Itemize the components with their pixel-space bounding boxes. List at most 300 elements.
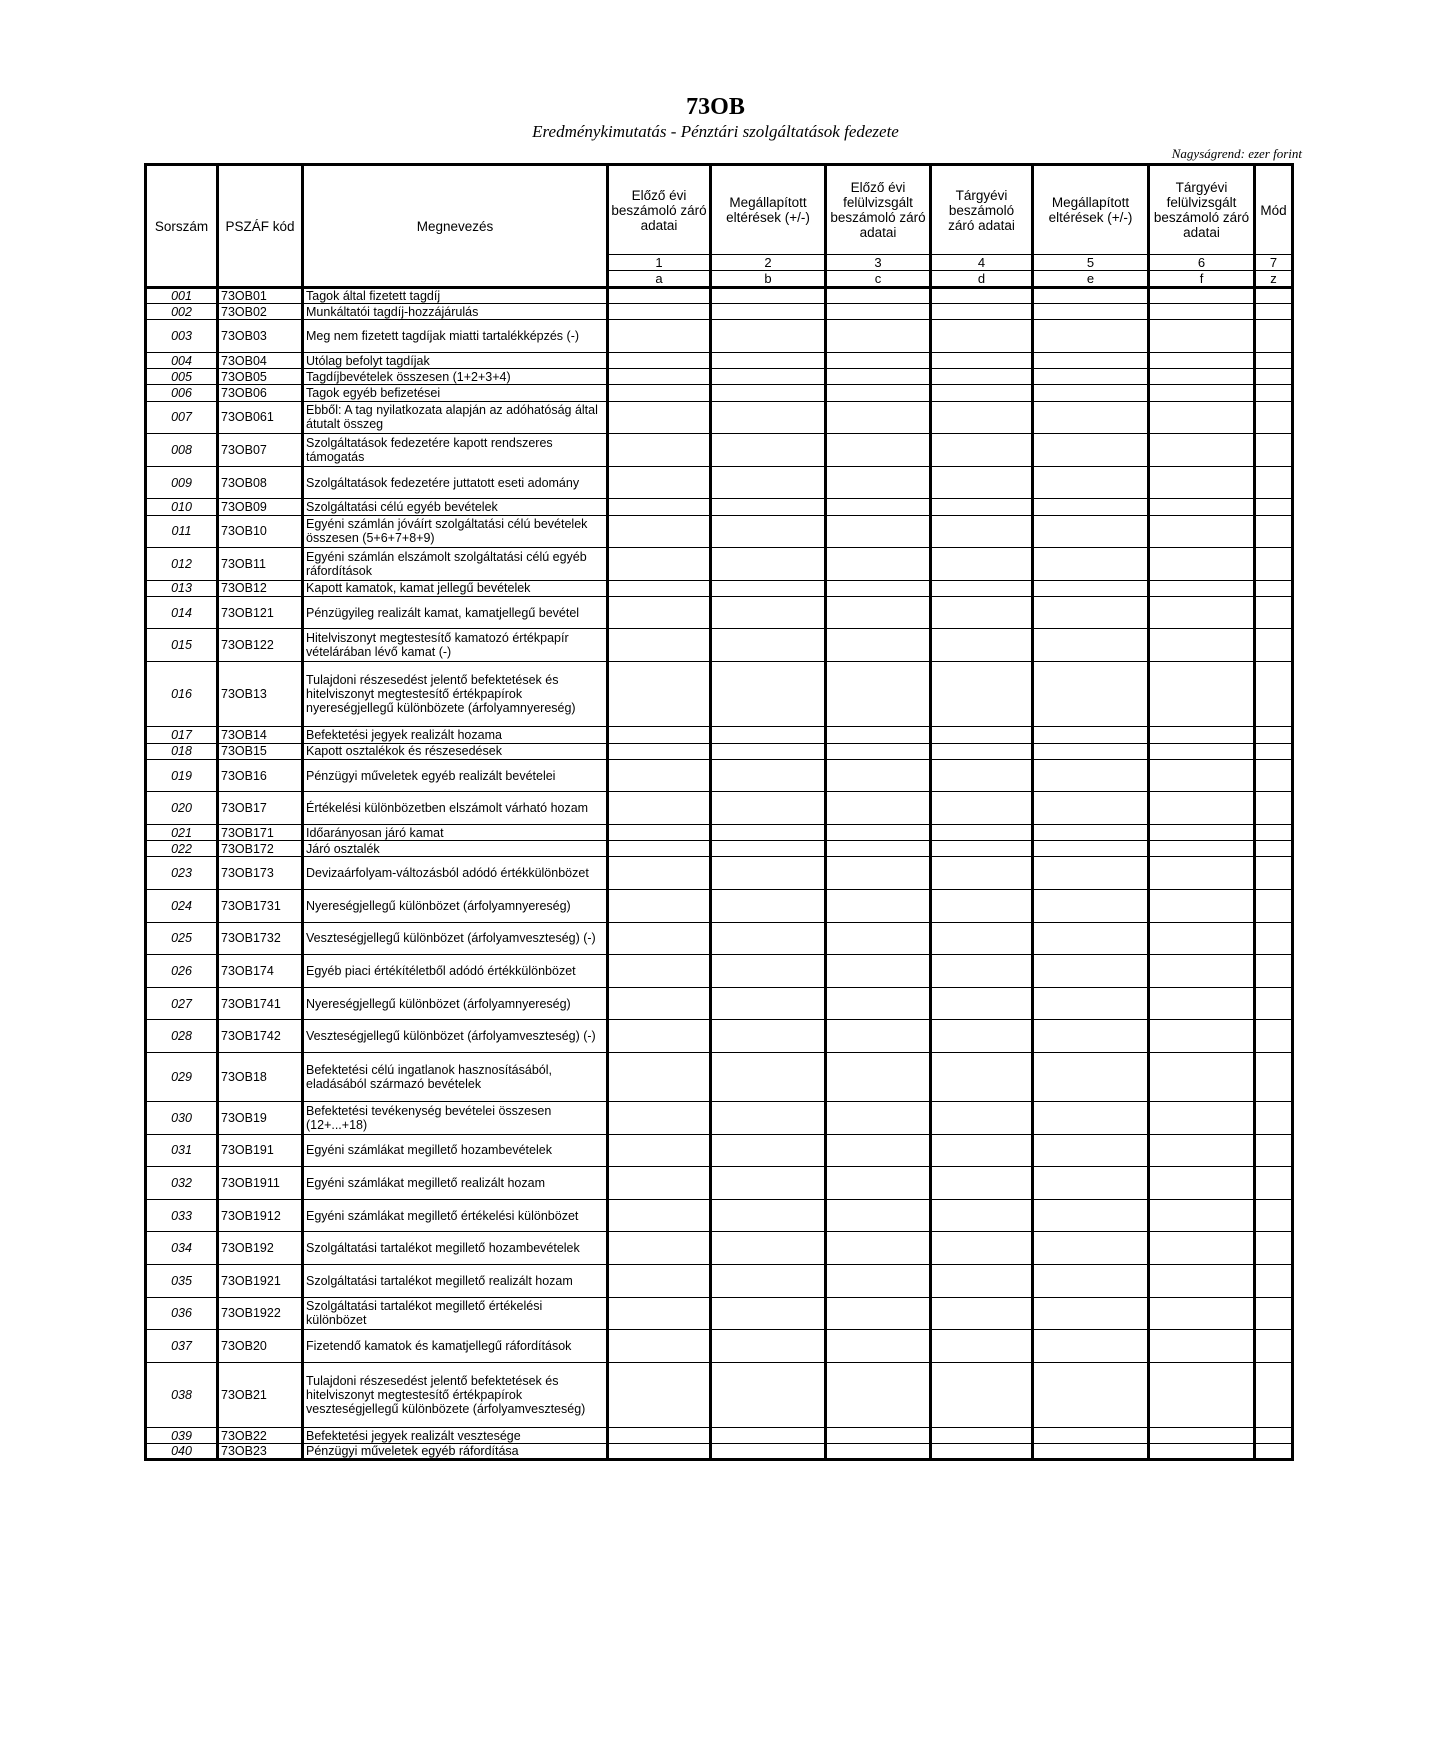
value-cell-col-5[interactable] <box>1033 434 1149 467</box>
value-cell-col-7[interactable] <box>1255 401 1293 434</box>
value-cell-col-4[interactable] <box>931 1444 1033 1460</box>
value-cell-col-5[interactable] <box>1033 515 1149 548</box>
value-cell-col-7[interactable] <box>1255 320 1293 353</box>
value-cell-col-6[interactable] <box>1149 889 1255 922</box>
value-cell-col-2[interactable] <box>711 1297 826 1330</box>
value-cell-col-3[interactable] <box>826 1232 931 1265</box>
value-cell-col-6[interactable] <box>1149 385 1255 401</box>
value-cell-col-5[interactable] <box>1033 792 1149 825</box>
value-cell-col-5[interactable] <box>1033 1428 1149 1444</box>
value-cell-col-5[interactable] <box>1033 825 1149 841</box>
value-cell-col-3[interactable] <box>826 889 931 922</box>
value-cell-col-5[interactable] <box>1033 1362 1149 1427</box>
value-cell-col-2[interactable] <box>711 629 826 662</box>
value-cell-col-7[interactable] <box>1255 857 1293 890</box>
value-cell-col-5[interactable] <box>1033 662 1149 727</box>
value-cell-col-3[interactable] <box>826 792 931 825</box>
value-cell-col-2[interactable] <box>711 662 826 727</box>
value-cell-col-4[interactable] <box>931 1297 1033 1330</box>
value-cell-col-6[interactable] <box>1149 1297 1255 1330</box>
column-letter-2: b <box>711 271 826 288</box>
value-cell-col-7[interactable] <box>1255 1297 1293 1330</box>
value-cell-col-3[interactable] <box>826 1134 931 1167</box>
value-cell-col-5[interactable] <box>1033 385 1149 401</box>
value-cell-col-1[interactable] <box>608 759 711 792</box>
value-cell-col-7[interactable] <box>1255 1362 1293 1427</box>
value-cell-col-5[interactable] <box>1033 922 1149 955</box>
value-cell-col-2[interactable] <box>711 1444 826 1460</box>
value-cell-col-4[interactable] <box>931 1167 1033 1200</box>
value-cell-col-7[interactable] <box>1255 1101 1293 1134</box>
value-cell-col-1[interactable] <box>608 304 711 320</box>
value-cell-col-7[interactable] <box>1255 825 1293 841</box>
value-cell-col-4[interactable] <box>931 662 1033 727</box>
value-cell-col-3[interactable] <box>826 1264 931 1297</box>
value-cell-col-1[interactable] <box>608 955 711 988</box>
value-cell-col-5[interactable] <box>1033 580 1149 596</box>
value-cell-col-7[interactable] <box>1255 955 1293 988</box>
value-cell-col-7[interactable] <box>1255 515 1293 548</box>
value-cell-col-5[interactable] <box>1033 1199 1149 1232</box>
value-cell-col-2[interactable] <box>711 1232 826 1265</box>
value-cell-col-3[interactable] <box>826 727 931 743</box>
value-cell-col-2[interactable] <box>711 401 826 434</box>
value-cell-col-5[interactable] <box>1033 1297 1149 1330</box>
value-cell-col-5[interactable] <box>1033 759 1149 792</box>
value-cell-col-5[interactable] <box>1033 548 1149 581</box>
row-number: 021 <box>146 825 218 841</box>
value-cell-col-4[interactable] <box>931 1020 1033 1053</box>
value-cell-col-7[interactable] <box>1255 596 1293 629</box>
row-description: Értékelési különbözetben elszámolt várható hozam <box>303 792 608 825</box>
value-cell-col-1[interactable] <box>608 792 711 825</box>
value-cell-col-3[interactable] <box>826 352 931 368</box>
value-cell-col-1[interactable] <box>608 1199 711 1232</box>
value-cell-col-7[interactable] <box>1255 499 1293 515</box>
value-cell-col-1[interactable] <box>608 987 711 1020</box>
value-cell-col-1[interactable] <box>608 841 711 857</box>
value-cell-col-6[interactable] <box>1149 857 1255 890</box>
value-cell-col-7[interactable] <box>1255 385 1293 401</box>
value-cell-col-3[interactable] <box>826 743 931 759</box>
value-cell-col-1[interactable] <box>608 922 711 955</box>
row-number: 015 <box>146 629 218 662</box>
value-cell-col-6[interactable] <box>1149 580 1255 596</box>
value-cell-col-1[interactable] <box>608 1428 711 1444</box>
value-cell-col-1[interactable] <box>608 369 711 385</box>
value-cell-col-4[interactable] <box>931 825 1033 841</box>
value-cell-col-6[interactable] <box>1149 1052 1255 1101</box>
value-cell-col-2[interactable] <box>711 743 826 759</box>
value-cell-col-2[interactable] <box>711 320 826 353</box>
value-cell-col-4[interactable] <box>931 596 1033 629</box>
value-cell-col-4[interactable] <box>931 889 1033 922</box>
value-cell-col-5[interactable] <box>1033 1444 1149 1460</box>
value-cell-col-5[interactable] <box>1033 596 1149 629</box>
value-cell-col-5[interactable] <box>1033 304 1149 320</box>
value-cell-col-1[interactable] <box>608 499 711 515</box>
value-cell-col-1[interactable] <box>608 548 711 581</box>
value-cell-col-7[interactable] <box>1255 759 1293 792</box>
value-cell-col-7[interactable] <box>1255 1052 1293 1101</box>
value-cell-col-2[interactable] <box>711 922 826 955</box>
value-cell-col-4[interactable] <box>931 955 1033 988</box>
value-cell-col-3[interactable] <box>826 1330 931 1363</box>
value-cell-col-7[interactable] <box>1255 466 1293 499</box>
value-cell-col-2[interactable] <box>711 825 826 841</box>
value-cell-col-4[interactable] <box>931 1428 1033 1444</box>
value-cell-col-6[interactable] <box>1149 1020 1255 1053</box>
value-cell-col-1[interactable] <box>608 466 711 499</box>
value-cell-col-3[interactable] <box>826 434 931 467</box>
value-cell-col-6[interactable] <box>1149 743 1255 759</box>
value-cell-col-3[interactable] <box>826 759 931 792</box>
value-cell-col-2[interactable] <box>711 955 826 988</box>
value-cell-col-4[interactable] <box>931 727 1033 743</box>
value-cell-col-1[interactable] <box>608 1362 711 1427</box>
value-cell-col-4[interactable] <box>931 304 1033 320</box>
value-cell-col-2[interactable] <box>711 385 826 401</box>
value-cell-col-3[interactable] <box>826 825 931 841</box>
row-description: Fizetendő kamatok és kamatjellegű ráfordítások <box>303 1330 608 1363</box>
value-cell-col-5[interactable] <box>1033 987 1149 1020</box>
value-cell-col-6[interactable] <box>1149 629 1255 662</box>
value-cell-col-4[interactable] <box>931 401 1033 434</box>
row-description: Egyéni számlán elszámolt szolgáltatási célú egyéb ráfordítások <box>303 548 608 581</box>
value-cell-col-7[interactable] <box>1255 1134 1293 1167</box>
value-cell-col-6[interactable] <box>1149 825 1255 841</box>
value-cell-col-7[interactable] <box>1255 548 1293 581</box>
value-cell-col-1[interactable] <box>608 662 711 727</box>
value-cell-col-2[interactable] <box>711 1167 826 1200</box>
value-cell-col-4[interactable] <box>931 922 1033 955</box>
value-cell-col-6[interactable] <box>1149 1199 1255 1232</box>
row-description: Devizaárfolyam-változásból adódó értékkülönbözet <box>303 857 608 890</box>
value-cell-col-2[interactable] <box>711 580 826 596</box>
value-cell-col-5[interactable] <box>1033 1101 1149 1134</box>
value-cell-col-4[interactable] <box>931 841 1033 857</box>
value-cell-col-3[interactable] <box>826 662 931 727</box>
pszaf-code: 73OB061 <box>218 401 303 434</box>
value-cell-col-2[interactable] <box>711 1101 826 1134</box>
value-cell-col-4[interactable] <box>931 580 1033 596</box>
value-cell-col-6[interactable] <box>1149 1134 1255 1167</box>
value-cell-col-4[interactable] <box>931 792 1033 825</box>
value-cell-col-5[interactable] <box>1033 401 1149 434</box>
value-cell-col-4[interactable] <box>931 743 1033 759</box>
value-cell-col-5[interactable] <box>1033 1264 1149 1297</box>
value-cell-col-1[interactable] <box>608 288 711 304</box>
value-cell-col-3[interactable] <box>826 596 931 629</box>
value-cell-col-7[interactable] <box>1255 629 1293 662</box>
value-cell-col-6[interactable] <box>1149 434 1255 467</box>
value-cell-col-5[interactable] <box>1033 857 1149 890</box>
value-cell-col-5[interactable] <box>1033 743 1149 759</box>
value-cell-col-7[interactable] <box>1255 1444 1293 1460</box>
row-number: 024 <box>146 889 218 922</box>
value-cell-col-7[interactable] <box>1255 889 1293 922</box>
value-cell-col-6[interactable] <box>1149 304 1255 320</box>
value-cell-col-3[interactable] <box>826 1020 931 1053</box>
value-cell-col-6[interactable] <box>1149 515 1255 548</box>
value-cell-col-2[interactable] <box>711 434 826 467</box>
value-cell-col-4[interactable] <box>931 369 1033 385</box>
value-cell-col-6[interactable] <box>1149 955 1255 988</box>
value-cell-col-6[interactable] <box>1149 1167 1255 1200</box>
value-cell-col-3[interactable] <box>826 580 931 596</box>
value-cell-col-1[interactable] <box>608 401 711 434</box>
value-cell-col-6[interactable] <box>1149 320 1255 353</box>
value-cell-col-2[interactable] <box>711 1428 826 1444</box>
value-cell-col-1[interactable] <box>608 1330 711 1363</box>
value-cell-col-1[interactable] <box>608 1020 711 1053</box>
value-cell-col-1[interactable] <box>608 1101 711 1134</box>
row-number: 040 <box>146 1444 218 1460</box>
value-cell-col-3[interactable] <box>826 857 931 890</box>
value-cell-col-3[interactable] <box>826 499 931 515</box>
value-cell-col-3[interactable] <box>826 629 931 662</box>
value-cell-col-1[interactable] <box>608 727 711 743</box>
value-cell-col-6[interactable] <box>1149 1330 1255 1363</box>
value-cell-col-1[interactable] <box>608 515 711 548</box>
value-cell-col-4[interactable] <box>931 466 1033 499</box>
value-cell-col-3[interactable] <box>826 288 931 304</box>
value-cell-col-6[interactable] <box>1149 1264 1255 1297</box>
row-description: Tulajdoni részesedést jelentő befektetések és hitelviszonyt megtestesítő értékpapírok veszteségjellegű különbözete (árfolyamveszteség) <box>303 1362 608 1427</box>
value-cell-col-5[interactable] <box>1033 369 1149 385</box>
value-cell-col-5[interactable] <box>1033 1020 1149 1053</box>
pszaf-code: 73OB20 <box>218 1330 303 1363</box>
value-cell-col-3[interactable] <box>826 548 931 581</box>
value-cell-col-1[interactable] <box>608 629 711 662</box>
value-cell-col-5[interactable] <box>1033 1134 1149 1167</box>
row-description: Időarányosan járó kamat <box>303 825 608 841</box>
value-cell-col-2[interactable] <box>711 759 826 792</box>
value-cell-col-3[interactable] <box>826 369 931 385</box>
value-cell-col-7[interactable] <box>1255 1020 1293 1053</box>
value-cell-col-2[interactable] <box>711 1362 826 1427</box>
value-cell-col-6[interactable] <box>1149 841 1255 857</box>
value-cell-col-6[interactable] <box>1149 1232 1255 1265</box>
value-cell-col-6[interactable] <box>1149 1362 1255 1427</box>
value-cell-col-3[interactable] <box>826 987 931 1020</box>
value-cell-col-3[interactable] <box>826 1052 931 1101</box>
value-cell-col-1[interactable] <box>608 1297 711 1330</box>
value-cell-col-7[interactable] <box>1255 580 1293 596</box>
value-cell-col-7[interactable] <box>1255 434 1293 467</box>
value-cell-col-6[interactable] <box>1149 792 1255 825</box>
value-cell-col-7[interactable] <box>1255 352 1293 368</box>
value-cell-col-1[interactable] <box>608 743 711 759</box>
value-cell-col-3[interactable] <box>826 304 931 320</box>
value-cell-col-6[interactable] <box>1149 352 1255 368</box>
value-cell-col-1[interactable] <box>608 320 711 353</box>
value-cell-col-3[interactable] <box>826 1101 931 1134</box>
value-cell-col-7[interactable] <box>1255 922 1293 955</box>
value-cell-col-1[interactable] <box>608 1264 711 1297</box>
value-cell-col-2[interactable] <box>711 1199 826 1232</box>
value-cell-col-3[interactable] <box>826 841 931 857</box>
value-cell-col-5[interactable] <box>1033 955 1149 988</box>
value-cell-col-5[interactable] <box>1033 727 1149 743</box>
value-cell-col-4[interactable] <box>931 385 1033 401</box>
value-cell-col-2[interactable] <box>711 1134 826 1167</box>
value-cell-col-1[interactable] <box>608 352 711 368</box>
value-cell-col-4[interactable] <box>931 629 1033 662</box>
value-cell-col-3[interactable] <box>826 466 931 499</box>
value-cell-col-4[interactable] <box>931 1330 1033 1363</box>
value-cell-col-5[interactable] <box>1033 320 1149 353</box>
value-cell-col-7[interactable] <box>1255 1199 1293 1232</box>
value-cell-col-5[interactable] <box>1033 889 1149 922</box>
value-cell-col-2[interactable] <box>711 1020 826 1053</box>
value-cell-col-1[interactable] <box>608 1134 711 1167</box>
table-row <box>146 1134 1293 1167</box>
value-cell-col-5[interactable] <box>1033 841 1149 857</box>
value-cell-col-2[interactable] <box>711 352 826 368</box>
value-cell-col-4[interactable] <box>931 1101 1033 1134</box>
value-cell-col-2[interactable] <box>711 596 826 629</box>
value-cell-col-4[interactable] <box>931 1232 1033 1265</box>
value-cell-col-6[interactable] <box>1149 369 1255 385</box>
value-cell-col-4[interactable] <box>931 434 1033 467</box>
value-cell-col-7[interactable] <box>1255 369 1293 385</box>
value-cell-col-1[interactable] <box>608 1167 711 1200</box>
value-cell-col-7[interactable] <box>1255 288 1293 304</box>
value-cell-col-6[interactable] <box>1149 1444 1255 1460</box>
column-number-2: 2 <box>711 255 826 271</box>
value-cell-col-6[interactable] <box>1149 596 1255 629</box>
value-cell-col-4[interactable] <box>931 1362 1033 1427</box>
value-cell-col-4[interactable] <box>931 987 1033 1020</box>
value-cell-col-1[interactable] <box>608 385 711 401</box>
value-cell-col-2[interactable] <box>711 515 826 548</box>
value-cell-col-7[interactable] <box>1255 792 1293 825</box>
value-cell-col-2[interactable] <box>711 369 826 385</box>
value-cell-col-7[interactable] <box>1255 1167 1293 1200</box>
value-cell-col-3[interactable] <box>826 401 931 434</box>
value-cell-col-2[interactable] <box>711 792 826 825</box>
value-cell-col-1[interactable] <box>608 1052 711 1101</box>
value-cell-col-4[interactable] <box>931 499 1033 515</box>
value-cell-col-4[interactable] <box>931 352 1033 368</box>
value-cell-col-3[interactable] <box>826 922 931 955</box>
value-cell-col-2[interactable] <box>711 1264 826 1297</box>
value-cell-col-4[interactable] <box>931 515 1033 548</box>
value-cell-col-2[interactable] <box>711 987 826 1020</box>
value-cell-col-6[interactable] <box>1149 759 1255 792</box>
value-cell-col-6[interactable] <box>1149 466 1255 499</box>
value-cell-col-4[interactable] <box>931 1134 1033 1167</box>
value-cell-col-5[interactable] <box>1033 1330 1149 1363</box>
value-cell-col-1[interactable] <box>608 857 711 890</box>
value-cell-col-6[interactable] <box>1149 499 1255 515</box>
value-cell-col-2[interactable] <box>711 841 826 857</box>
value-cell-col-3[interactable] <box>826 1362 931 1427</box>
value-cell-col-6[interactable] <box>1149 401 1255 434</box>
value-cell-col-6[interactable] <box>1149 1428 1255 1444</box>
value-cell-col-3[interactable] <box>826 1297 931 1330</box>
value-cell-col-7[interactable] <box>1255 1428 1293 1444</box>
value-cell-col-3[interactable] <box>826 1444 931 1460</box>
value-cell-col-2[interactable] <box>711 548 826 581</box>
value-cell-col-3[interactable] <box>826 515 931 548</box>
value-cell-col-2[interactable] <box>711 304 826 320</box>
value-cell-col-5[interactable] <box>1033 629 1149 662</box>
value-cell-col-2[interactable] <box>711 1330 826 1363</box>
value-cell-col-3[interactable] <box>826 1199 931 1232</box>
value-cell-col-5[interactable] <box>1033 1167 1149 1200</box>
value-cell-col-1[interactable] <box>608 596 711 629</box>
value-cell-col-4[interactable] <box>931 548 1033 581</box>
value-cell-col-6[interactable] <box>1149 288 1255 304</box>
value-cell-col-3[interactable] <box>826 955 931 988</box>
pszaf-code: 73OB121 <box>218 596 303 629</box>
value-cell-col-2[interactable] <box>711 466 826 499</box>
value-cell-col-3[interactable] <box>826 1428 931 1444</box>
value-cell-col-3[interactable] <box>826 385 931 401</box>
header-col-6: Tárgyévi felülvizsgált beszámoló záró adatai <box>1149 165 1255 255</box>
value-cell-col-7[interactable] <box>1255 743 1293 759</box>
value-cell-col-2[interactable] <box>711 727 826 743</box>
value-cell-col-2[interactable] <box>711 889 826 922</box>
value-cell-col-1[interactable] <box>608 1232 711 1265</box>
value-cell-col-5[interactable] <box>1033 352 1149 368</box>
value-cell-col-7[interactable] <box>1255 1330 1293 1363</box>
value-cell-col-4[interactable] <box>931 857 1033 890</box>
header-col-1: Előző évi beszámoló záró adatai <box>608 165 711 255</box>
value-cell-col-3[interactable] <box>826 320 931 353</box>
value-cell-col-7[interactable] <box>1255 1264 1293 1297</box>
value-cell-col-6[interactable] <box>1149 662 1255 727</box>
value-cell-col-7[interactable] <box>1255 662 1293 727</box>
value-cell-col-1[interactable] <box>608 825 711 841</box>
value-cell-col-4[interactable] <box>931 1264 1033 1297</box>
value-cell-col-1[interactable] <box>608 434 711 467</box>
value-cell-col-5[interactable] <box>1033 1052 1149 1101</box>
value-cell-col-4[interactable] <box>931 320 1033 353</box>
value-cell-col-7[interactable] <box>1255 987 1293 1020</box>
value-cell-col-6[interactable] <box>1149 727 1255 743</box>
value-cell-col-4[interactable] <box>931 759 1033 792</box>
value-cell-col-2[interactable] <box>711 499 826 515</box>
value-cell-col-1[interactable] <box>608 889 711 922</box>
value-cell-col-2[interactable] <box>711 857 826 890</box>
value-cell-col-6[interactable] <box>1149 922 1255 955</box>
value-cell-col-1[interactable] <box>608 1444 711 1460</box>
value-cell-col-4[interactable] <box>931 288 1033 304</box>
value-cell-col-4[interactable] <box>931 1052 1033 1101</box>
value-cell-col-7[interactable] <box>1255 841 1293 857</box>
value-cell-col-3[interactable] <box>826 1167 931 1200</box>
value-cell-col-2[interactable] <box>711 1052 826 1101</box>
value-cell-col-2[interactable] <box>711 288 826 304</box>
row-number: 035 <box>146 1264 218 1297</box>
value-cell-col-7[interactable] <box>1255 1232 1293 1265</box>
value-cell-col-6[interactable] <box>1149 987 1255 1020</box>
row-number: 036 <box>146 1297 218 1330</box>
value-cell-col-5[interactable] <box>1033 499 1149 515</box>
value-cell-col-4[interactable] <box>931 1199 1033 1232</box>
value-cell-col-6[interactable] <box>1149 548 1255 581</box>
value-cell-col-5[interactable] <box>1033 288 1149 304</box>
value-cell-col-7[interactable] <box>1255 304 1293 320</box>
value-cell-col-5[interactable] <box>1033 466 1149 499</box>
value-cell-col-6[interactable] <box>1149 1101 1255 1134</box>
value-cell-col-5[interactable] <box>1033 1232 1149 1265</box>
value-cell-col-1[interactable] <box>608 580 711 596</box>
value-cell-col-7[interactable] <box>1255 727 1293 743</box>
